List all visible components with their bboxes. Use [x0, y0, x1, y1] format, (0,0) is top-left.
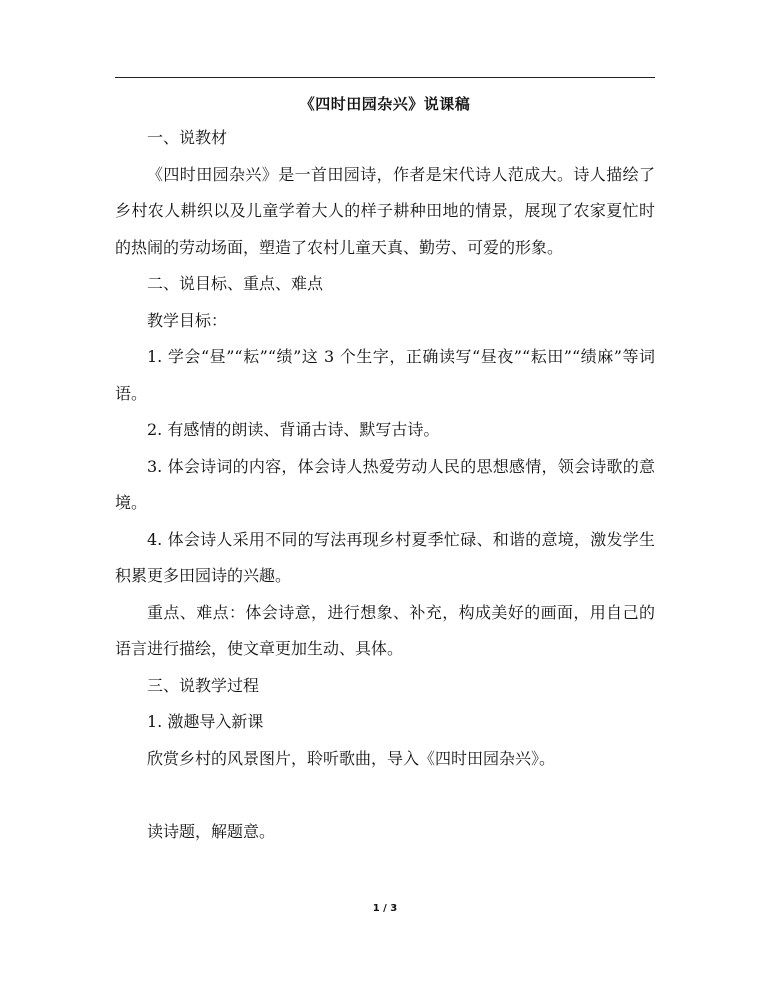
key-points-paragraph: 重点、难点：体会诗意，进行想象、补充，构成美好的画面，用自己的语言进行描绘，使文章更加生动、具体。	[115, 602, 655, 658]
page-number: 1 / 3	[372, 903, 398, 914]
process-step-1-text: 欣赏乡村的风景图片，聆听歌曲，导入《四时田园杂兴》。	[147, 748, 556, 768]
header-rule	[115, 77, 655, 78]
section-heading-textbook: 一、说教材	[147, 128, 228, 147]
paragraph-textbook-intro: 《四时田园杂兴》是一首田园诗，作者是宋代诗人范成大。诗人描绘了乡村农人耕织以及儿童学着大人的样子耕种田地的情景，展现了农家夏忙时的热闹的劳动场面，塑造了农村儿童天真、勤劳、可爱的形象。	[115, 164, 655, 257]
goal-item-3: 3. 体会诗词的内容，体会诗人热爱劳动人民的思想感情，领会诗歌的意境。	[115, 456, 655, 512]
goal-item-2: 2. 有感情的朗读、背诵古诗、默写古诗。	[147, 420, 440, 439]
goal-item-4: 4. 体会诗人采用不同的写法再现乡村夏季忙碌、和谐的意境，激发学生积累更多田园诗的兴趣。	[115, 529, 655, 585]
section-heading-goals: 二、说目标、重点、难点	[147, 274, 324, 293]
goal-item-1: 1. 学会“昼”“耘”“绩”这 3 个生字，正确读写“昼夜”“耘田”“绩麻”等词语。	[115, 347, 655, 403]
teaching-goals-label: 教学目标：	[147, 310, 228, 330]
document-body	[115, 120, 655, 851]
blank-line	[115, 777, 655, 814]
process-step-1-reading: 读诗题，解题意。	[147, 822, 276, 841]
document-title: 《四时田园杂兴》说课稿	[299, 95, 471, 113]
section-heading-process: 三、说教学过程	[147, 675, 260, 695]
process-step-1-heading: 1. 激趣导入新课	[147, 712, 264, 731]
